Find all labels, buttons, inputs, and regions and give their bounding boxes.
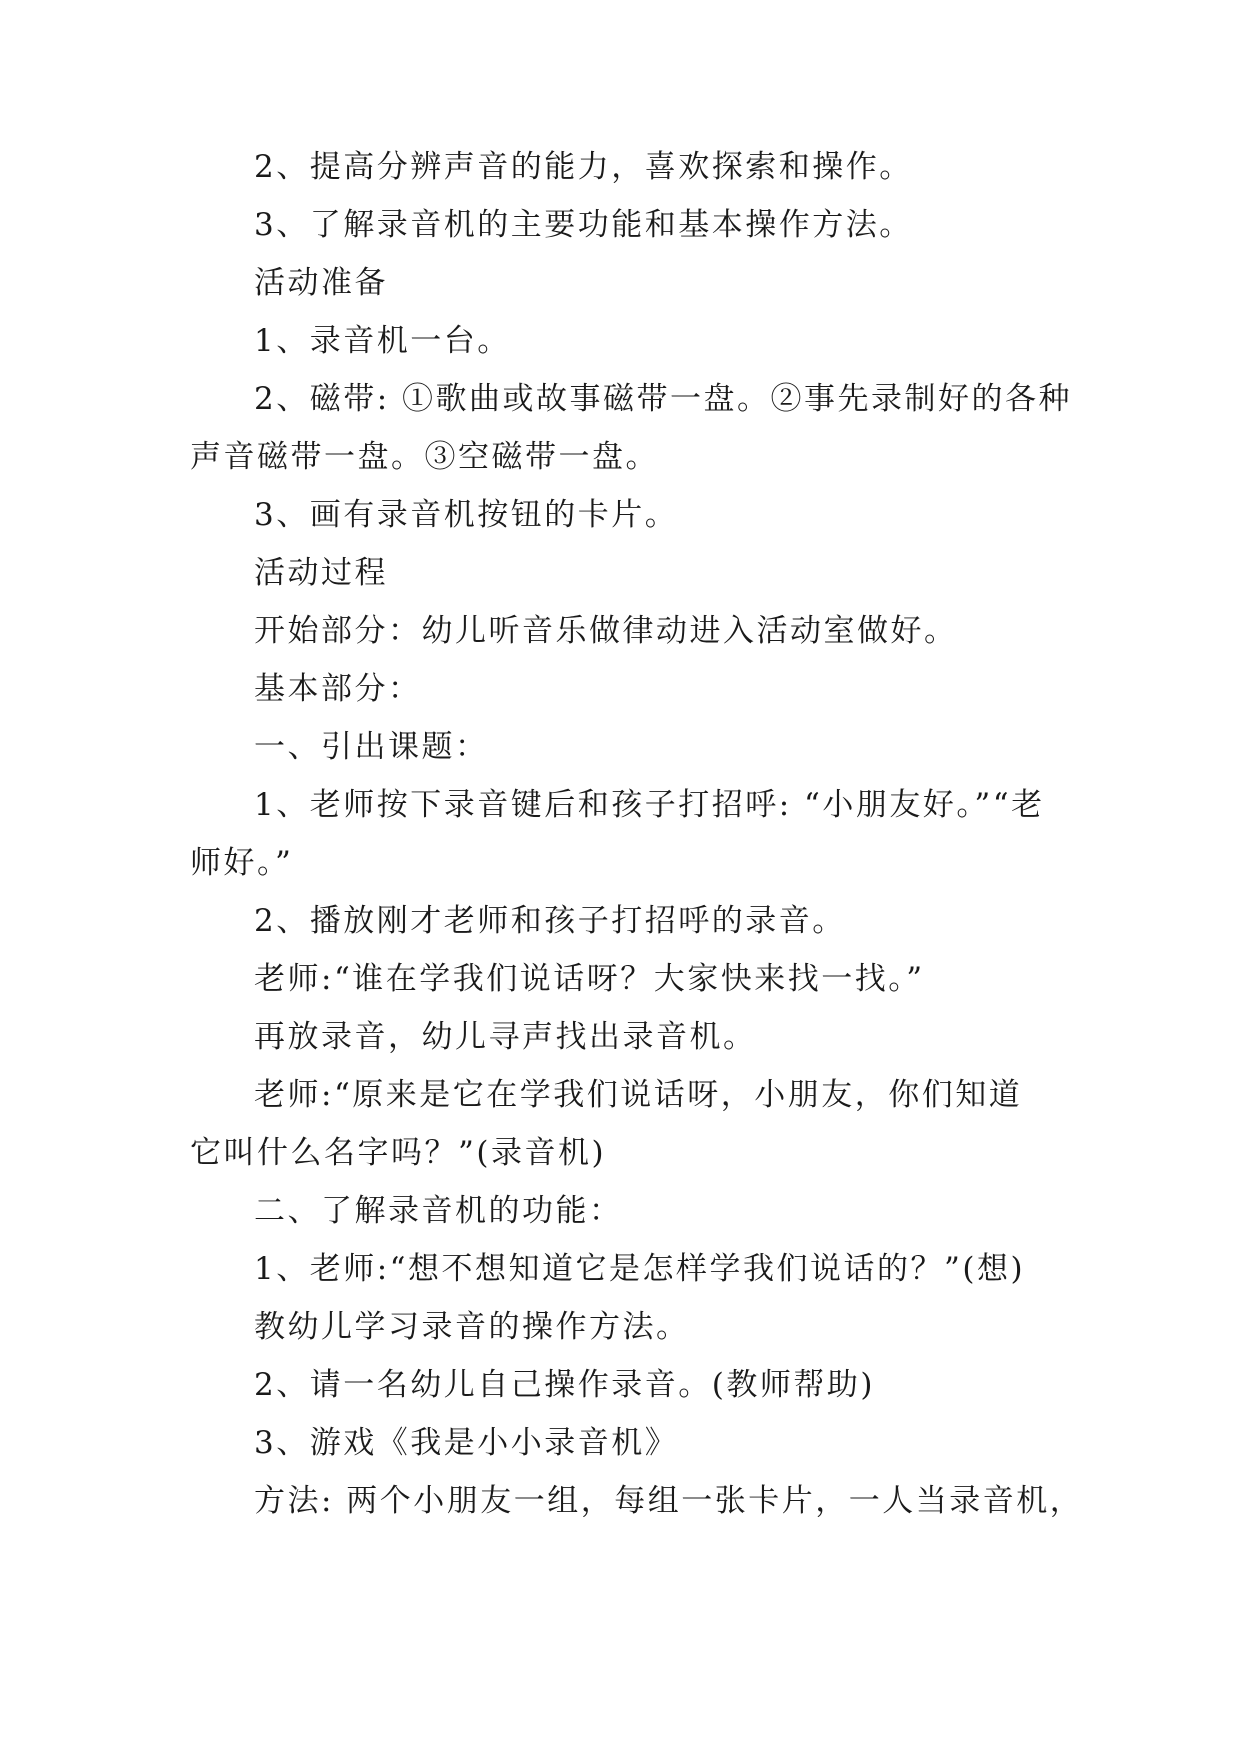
paragraph-game-method: 方法: 两个小朋友一组，每组一张卡片，一人当录音机， [254, 1483, 1084, 1519]
paragraph-goal-2: 2、提高分辨声音的能力，喜欢探索和操作。 [254, 149, 913, 185]
paragraph-prep-2-continued: 声音磁带一盘。③空磁带一盘。 [190, 439, 659, 475]
paragraph-teacher-line-2: 老师:“原来是它在学我们说话呀，小朋友，你们知道 [254, 1077, 1023, 1113]
paragraph-function-2: 2、请一名幼儿自己操作录音。(教师帮助) [254, 1367, 875, 1403]
heading-activity-preparation: 活动准备 [254, 265, 388, 301]
paragraph-step-1-continued: 师好。” [190, 845, 294, 881]
heading-activity-process: 活动过程 [254, 555, 388, 591]
paragraph-game: 3、游戏《我是小小录音机》 [254, 1425, 679, 1461]
heading-section-two: 二、了解录音机的功能： [254, 1193, 623, 1229]
paragraph-prep-1: 1、录音机一台。 [254, 323, 511, 359]
paragraph-prep-2: 2、磁带: ①歌曲或故事磁带一盘。②事先录制好的各种 [254, 381, 1073, 417]
paragraph-prep-3: 3、画有录音机按钮的卡片。 [254, 497, 679, 533]
paragraph-replay: 再放录音，幼儿寻声找出录音机。 [254, 1019, 757, 1055]
paragraph-teach-method: 教幼儿学习录音的操作方法。 [254, 1309, 690, 1345]
paragraph-step-1: 1、老师按下录音键后和孩子打招呼: “小朋友好。”“老 [254, 787, 1045, 823]
paragraph-function-1: 1、老师:“想不想知道它是怎样学我们说话的？”(想) [254, 1251, 1026, 1287]
heading-section-one: 一、引出课题： [254, 729, 489, 765]
paragraph-teacher-line-2-cont: 它叫什么名字吗？”(录音机) [190, 1135, 607, 1171]
paragraph-basic-part: 基本部分： [254, 671, 422, 707]
paragraph-goal-3: 3、了解录音机的主要功能和基本操作方法。 [254, 207, 913, 243]
paragraph-step-2: 2、播放刚才老师和孩子打招呼的录音。 [254, 903, 846, 939]
paragraph-teacher-line-1: 老师:“谁在学我们说话呀？大家快来找一找。” [254, 961, 925, 997]
paragraph-opening-part: 开始部分：幼儿听音乐做律动进入活动室做好。 [254, 613, 958, 649]
